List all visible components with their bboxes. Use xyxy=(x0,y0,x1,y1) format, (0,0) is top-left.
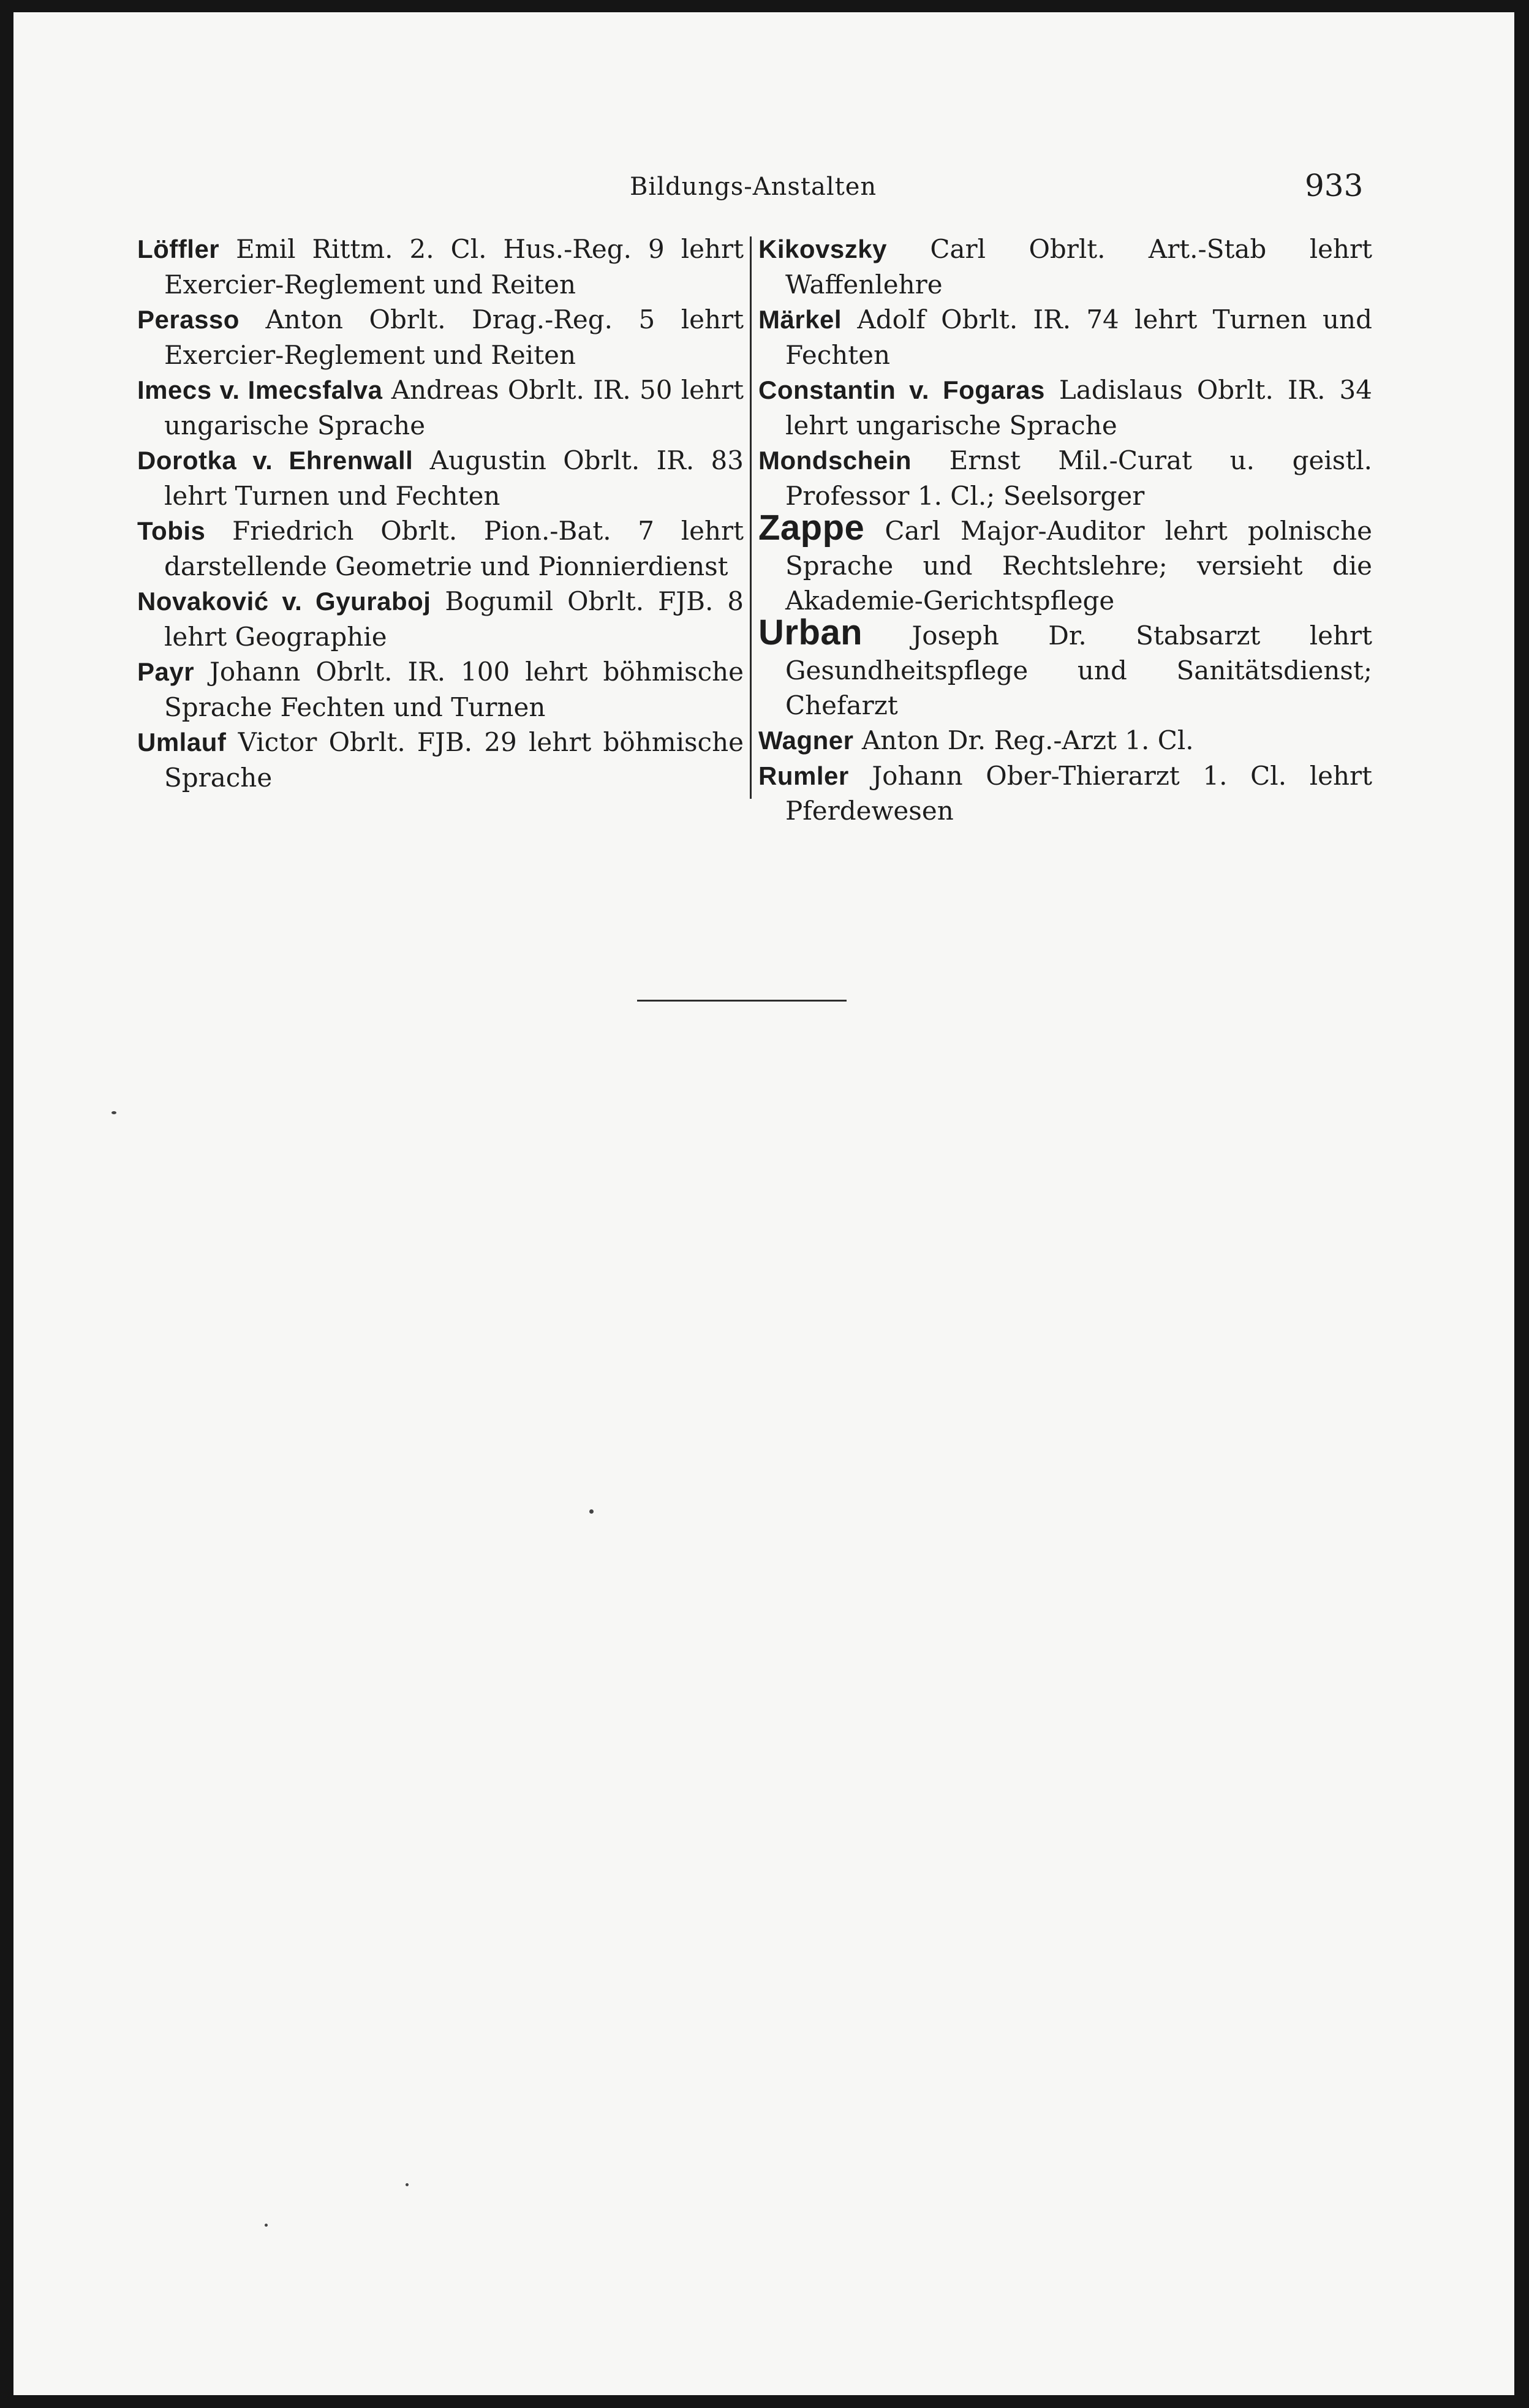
right-column xyxy=(758,232,1372,829)
entry xyxy=(137,443,744,513)
entry-text: Bogumil Obrlt. FJB. 8 lehrt Geographie xyxy=(164,586,744,652)
entry-name: Wagner xyxy=(758,726,854,755)
entry-name: Perasso xyxy=(137,305,240,334)
entry-name: Löffler xyxy=(137,235,220,263)
entry-text: Joseph Dr. Stabsarzt lehrt Gesundheitspflege und Sanitätsdienst; Chefarzt xyxy=(785,621,1372,720)
entry xyxy=(758,758,1372,829)
page-number: 933 xyxy=(1305,168,1364,203)
entry-name: Payr xyxy=(137,657,195,686)
entry-text: Johann Ober-Thierarzt 1. Cl. lehrt Pferdewesen xyxy=(785,760,1372,826)
entry-text: Anton Obrlt. Drag.-Reg. 5 lehrt Exercier-Reglement und Reiten xyxy=(164,304,744,370)
column-divider xyxy=(750,236,752,799)
entry-text: Carl Major-Auditor lehrt polnische Sprache und Rechtslehre; versieht die Akademie-Gerichtspflege xyxy=(785,516,1372,616)
entry xyxy=(137,372,744,443)
entry-text: Victor Obrlt. FJB. 29 lehrt böhmische Sprache xyxy=(164,727,744,793)
entry-name: Dorotka v. Ehrenwall xyxy=(137,446,413,475)
entry-text: Johann Obrlt. IR. 100 lehrt böhmische Sprache Fechten und Turnen xyxy=(164,657,744,722)
entry-text: Friedrich Obrlt. Pion.-Bat. 7 lehrt darstellende Geometrie und Pionnierdienst xyxy=(164,516,744,581)
entry xyxy=(758,232,1372,302)
section-end-rule xyxy=(637,1000,847,1002)
entry-text: Adolf Obrlt. IR. 74 lehrt Turnen und Fechten xyxy=(785,304,1372,370)
entry xyxy=(137,513,744,584)
running-title: Bildungs-Anstalten xyxy=(630,173,877,201)
entry-name: Mondschein xyxy=(758,446,912,475)
entry-name: Zappe xyxy=(758,508,865,548)
entry xyxy=(137,584,744,654)
entry-text: Carl Obrlt. Art.-Stab lehrt Waffenlehre xyxy=(785,234,1372,300)
speck xyxy=(265,2224,268,2227)
document-page xyxy=(13,12,1514,2395)
page-header xyxy=(13,168,1514,209)
entry-text: Andreas Obrlt. IR. 50 lehrt ungarische Sprache xyxy=(164,375,744,440)
entry-name: Novaković v. Gyuraboj xyxy=(137,587,431,616)
entry-text: Emil Rittm. 2. Cl. Hus.-Reg. 9 lehrt Exercier-Reglement und Reiten xyxy=(164,234,744,300)
entry-name: Kikovszky xyxy=(758,235,887,263)
speck xyxy=(111,1111,116,1114)
entry xyxy=(758,613,1372,723)
entry-name: Urban xyxy=(758,613,863,652)
speck xyxy=(589,1509,594,1514)
entry xyxy=(137,232,744,302)
entry-text: Ernst Mil.-Curat u. geistl. Professor 1. Cl.; Seelsorger xyxy=(785,445,1372,511)
entry xyxy=(758,372,1372,443)
entry-text: Ladislaus Obrlt. IR. 34 lehrt ungarische Sprache xyxy=(785,375,1372,440)
entry-text: Anton Dr. Reg.-Arzt 1. Cl. xyxy=(861,725,1194,755)
speck xyxy=(406,2183,409,2186)
entry xyxy=(758,508,1372,618)
entry-name: Umlauf xyxy=(137,728,227,757)
entry-name: Tobis xyxy=(137,516,206,545)
entry xyxy=(758,302,1372,372)
entry xyxy=(758,443,1372,513)
entry-name: Imecs v. Imecsfalva xyxy=(137,376,383,404)
entry xyxy=(137,302,744,372)
entry-text: Augustin Obrlt. IR. 83 lehrt Turnen und Fechten xyxy=(164,445,744,511)
left-column xyxy=(137,232,744,795)
entry-name: Constantin v. Fogaras xyxy=(758,376,1045,404)
entry-name: Rumler xyxy=(758,761,849,790)
entry xyxy=(137,725,744,795)
entry xyxy=(137,654,744,725)
entry-name: Märkel xyxy=(758,305,842,334)
entry xyxy=(758,723,1372,758)
